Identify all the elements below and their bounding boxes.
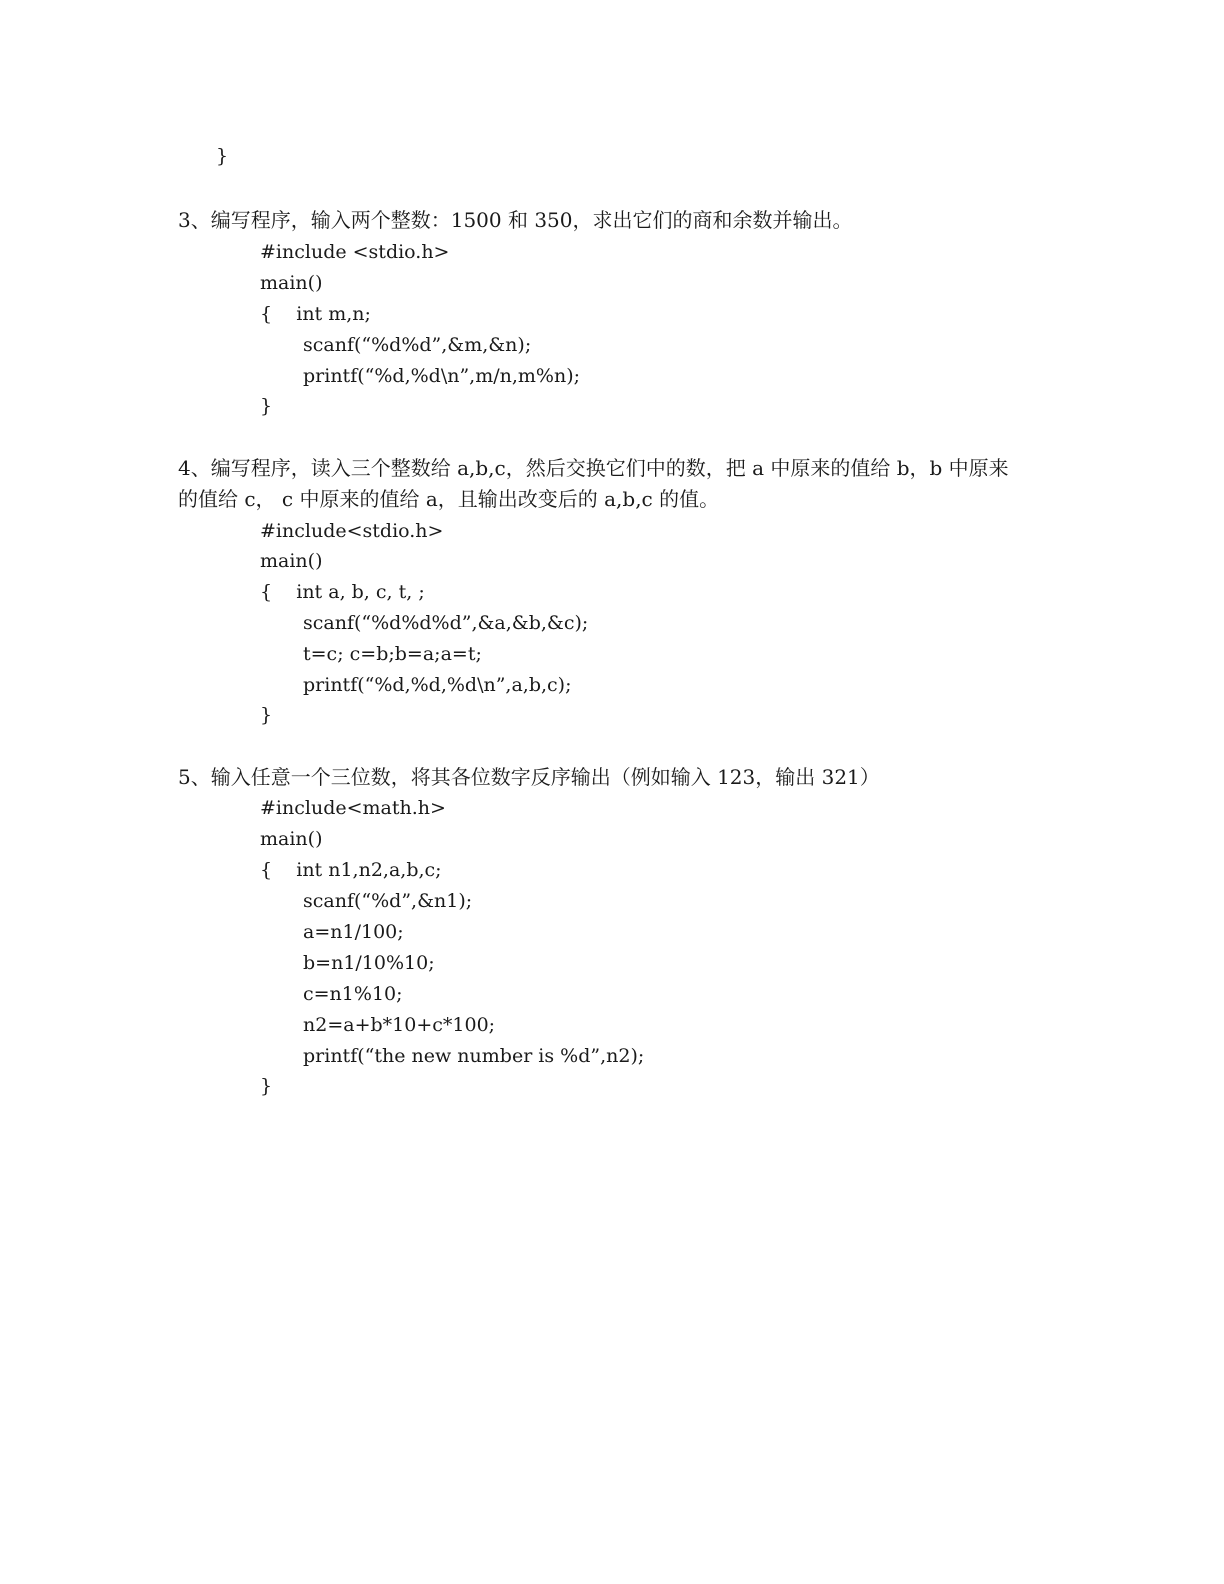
code-line: scanf(“%d%d”,&m,&n); [303, 334, 532, 356]
code-line: printf(“%d,%d,%d\n”,a,b,c); [303, 674, 572, 696]
code-line: main() [260, 550, 323, 572]
code-line: a=n1/100; [303, 921, 404, 943]
question-4-prompt-line-1: 4、编写程序，读入三个整数给 a,b,c，然后交换它们中的数，把 a 中原来的值给 b，b 中原来 [178, 456, 1009, 480]
code-line: c=n1%10; [303, 983, 403, 1005]
code-line: #include <stdio.h> [260, 241, 450, 263]
code-line: t=c; c=b;b=a;a=t; [303, 643, 482, 665]
code-line: scanf(“%d%d%d”,&a,&b,&c); [303, 612, 589, 634]
code-line: printf(“%d,%d\n”,m/n,m%n); [303, 365, 581, 387]
code-line: scanf(“%d”,&n1); [303, 890, 473, 912]
code-line: b=n1/10%10; [303, 952, 435, 974]
code-line: main() [260, 272, 323, 294]
question-5-prompt: 5、输入任意一个三位数，将其各位数字反序输出（例如输入 123，输出 321） [178, 765, 880, 789]
question-4-prompt-line-2: 的值给 c， c 中原来的值给 a，且输出改变后的 a,b,c 的值。 [178, 487, 720, 511]
code-line: { int m,n; [260, 303, 371, 325]
code-line: printf(“the new number is %d”,n2); [303, 1045, 645, 1067]
code-line: } [260, 395, 273, 417]
code-line: #include<math.h> [260, 797, 446, 819]
code-line: #include<stdio.h> [260, 520, 444, 542]
previous-code-closing-brace: } [216, 145, 229, 167]
code-line: } [260, 1075, 273, 1097]
code-line: { int n1,n2,a,b,c; [260, 859, 442, 881]
code-line: n2=a+b*10+c*100; [303, 1014, 496, 1036]
code-line: } [260, 704, 273, 726]
code-line: main() [260, 828, 323, 850]
code-line: { int a, b, c, t, ; [260, 581, 425, 603]
question-3-prompt: 3、编写程序，输入两个整数：1500 和 350，求出它们的商和余数并输出。 [178, 208, 853, 232]
